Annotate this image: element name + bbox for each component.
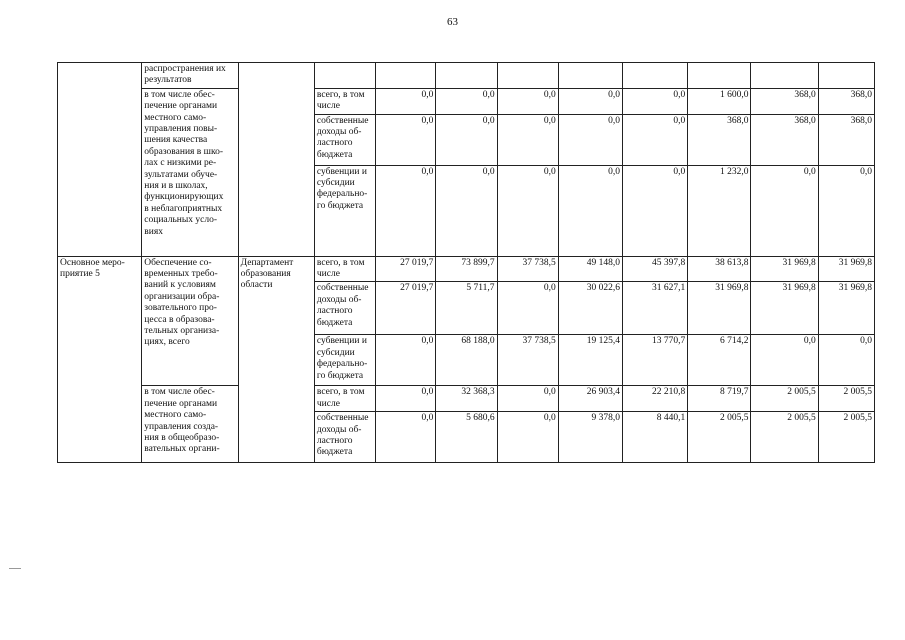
funding-source-cell: всего, в том числе [314, 88, 375, 114]
scan-edge-mark [9, 568, 21, 569]
value-cell: 2 005,5 [688, 412, 751, 463]
value-cell: 5 711,7 [436, 282, 497, 335]
value-cell: 1 600,0 [688, 88, 751, 114]
value-cell: 0,0 [751, 335, 818, 386]
value-cell: 0,0 [376, 114, 436, 165]
value-cell [818, 63, 874, 89]
value-cell: 13 770,7 [623, 335, 688, 386]
funding-source-cell: субвенции и субсидии федерально- го бюджета [314, 165, 375, 256]
value-cell: 0,0 [558, 88, 622, 114]
value-cell: 0,0 [623, 165, 688, 256]
funding-source-cell: всего, в том числе [314, 256, 375, 282]
value-cell [436, 63, 497, 89]
value-cell: 22 210,8 [623, 386, 688, 412]
table-row [58, 88, 875, 114]
value-cell: 368,0 [688, 114, 751, 165]
funding-source-cell: собственные доходы об- ластного бюджета [314, 282, 375, 335]
value-cell [751, 63, 818, 89]
value-cell: 31 969,8 [818, 256, 874, 282]
value-cell: 0,0 [436, 88, 497, 114]
funding-source-cell: всего, в том числе [314, 386, 375, 412]
value-cell: 0,0 [497, 412, 558, 463]
value-cell: 26 903,4 [558, 386, 622, 412]
value-cell [688, 63, 751, 89]
value-cell [376, 63, 436, 89]
executor-cell [238, 63, 314, 257]
value-cell: 0,0 [558, 114, 622, 165]
value-cell: 0,0 [751, 165, 818, 256]
value-cell: 2 005,5 [818, 386, 874, 412]
description-cell: в том числе обес- печение органами местного само- управления повы- шения качества образования в шко- лах с низкими ре- зультатами обуче- ния и в школах, функционирующих в неблагоприятных социальных усло- виях [142, 88, 238, 256]
value-cell: 8 719,7 [688, 386, 751, 412]
table-row [58, 386, 875, 412]
value-cell: 0,0 [497, 88, 558, 114]
value-cell: 1 232,0 [688, 165, 751, 256]
value-cell: 368,0 [818, 88, 874, 114]
value-cell: 0,0 [818, 335, 874, 386]
value-cell: 0,0 [623, 114, 688, 165]
value-cell: 32 368,3 [436, 386, 497, 412]
value-cell: 31 627,1 [623, 282, 688, 335]
activity-cell [58, 63, 142, 257]
description-cell: распространения их результатов [142, 63, 238, 89]
value-cell: 9 378,0 [558, 412, 622, 463]
value-cell: 0,0 [436, 114, 497, 165]
value-cell: 5 680,6 [436, 412, 497, 463]
value-cell: 368,0 [818, 114, 874, 165]
value-cell: 68 188,0 [436, 335, 497, 386]
description-cell: Обеспечение со- временных требо- ваний к условиям организации обра- зовательного про- цесса в образова- тельных организа- циях, всего [142, 256, 238, 386]
value-cell: 368,0 [751, 88, 818, 114]
value-cell: 2 005,5 [818, 412, 874, 463]
value-cell: 0,0 [376, 88, 436, 114]
value-cell: 0,0 [497, 114, 558, 165]
value-cell: 0,0 [376, 165, 436, 256]
description-cell: в том числе обес- печение органами местного само- управления созда- ния в общеобразо- вательных органи- [142, 386, 238, 463]
value-cell: 0,0 [376, 335, 436, 386]
value-cell: 38 613,8 [688, 256, 751, 282]
value-cell: 0,0 [497, 282, 558, 335]
value-cell: 31 969,8 [751, 282, 818, 335]
value-cell: 0,0 [818, 165, 874, 256]
funding-source-cell [314, 63, 375, 89]
value-cell: 0,0 [497, 165, 558, 256]
value-cell [623, 63, 688, 89]
value-cell: 368,0 [751, 114, 818, 165]
value-cell: 0,0 [497, 386, 558, 412]
value-cell: 27 019,7 [376, 256, 436, 282]
value-cell: 73 899,7 [436, 256, 497, 282]
value-cell: 0,0 [558, 165, 622, 256]
funding-source-cell: субвенции и субсидии федерально- го бюджета [314, 335, 375, 386]
value-cell: 2 005,5 [751, 412, 818, 463]
value-cell: 6 714,2 [688, 335, 751, 386]
value-cell: 0,0 [376, 412, 436, 463]
funding-source-cell: собственные доходы об- ластного бюджета [314, 412, 375, 463]
page-number: 63 [447, 16, 458, 28]
value-cell: 37 738,5 [497, 335, 558, 386]
value-cell: 45 397,8 [623, 256, 688, 282]
value-cell: 37 738,5 [497, 256, 558, 282]
value-cell: 49 148,0 [558, 256, 622, 282]
table-row [58, 256, 875, 282]
value-cell: 0,0 [623, 88, 688, 114]
value-cell: 30 022,6 [558, 282, 622, 335]
activity-cell: Основное меро- приятие 5 [58, 256, 142, 463]
budget-table [57, 62, 875, 463]
value-cell: 0,0 [376, 386, 436, 412]
table-row [58, 63, 875, 89]
value-cell: 19 125,4 [558, 335, 622, 386]
funding-source-cell: собственные доходы об- ластного бюджета [314, 114, 375, 165]
value-cell: 8 440,1 [623, 412, 688, 463]
value-cell: 27 019,7 [376, 282, 436, 335]
value-cell: 2 005,5 [751, 386, 818, 412]
value-cell: 31 969,8 [688, 282, 751, 335]
value-cell [497, 63, 558, 89]
value-cell: 31 969,8 [818, 282, 874, 335]
value-cell: 31 969,8 [751, 256, 818, 282]
executor-cell: Департамент образования области [238, 256, 314, 463]
value-cell: 0,0 [436, 165, 497, 256]
value-cell [558, 63, 622, 89]
